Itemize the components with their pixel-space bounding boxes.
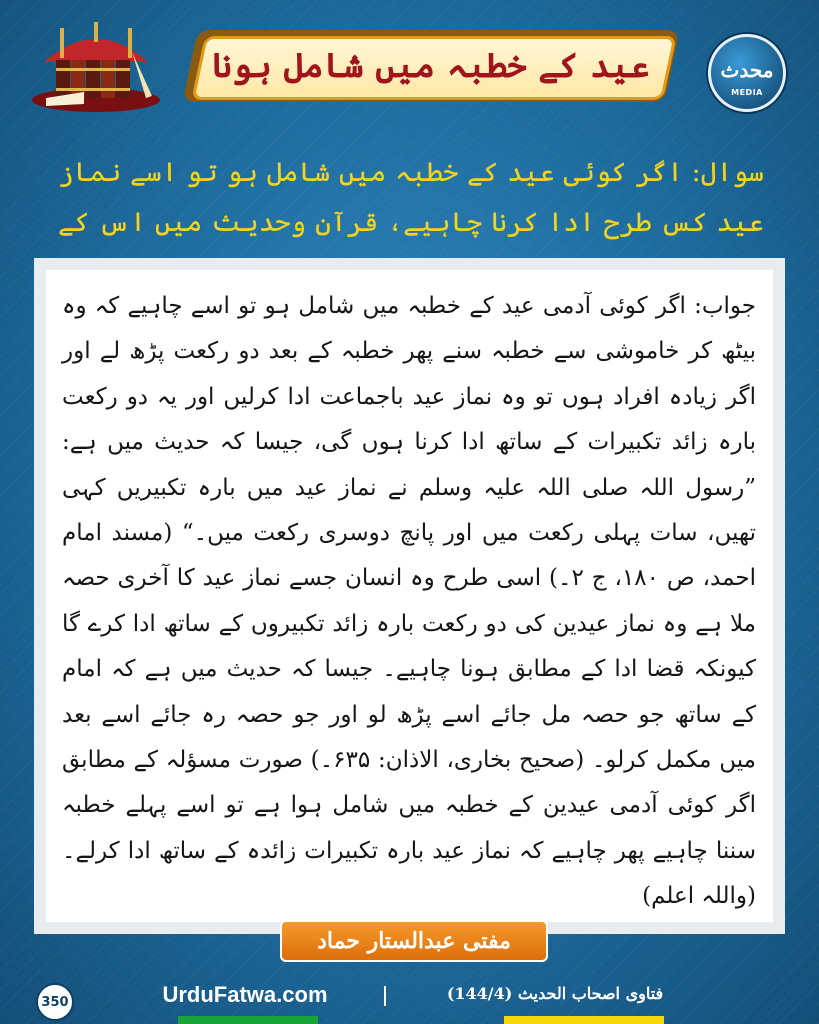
question-text: سوال: اگر کوئی عید کے خطبہ میں شامل ہو تو اسے نماز عید کس طرح ادا کرنا چاہیے، قرآن وحدیث میں اس کے [58,157,764,238]
books-decoration-icon [26,22,166,114]
answer-text: جواب: اگر کوئی آدمی عید کے خطبہ میں شامل ہو تو اسے چاہیے کہ وہ بیٹھ کر خاموشی سے خطبہ سنے پھر خطبہ کے بعد دو رکعت پڑھ لے اور اگر زیادہ افراد ہوں تو وہ نماز عید باجماعت ادا کرلیں اور یہ دو رکعت بارہ زائد تکبیرات کے ساتھ ادا کرنا ہوں گی، جیسا کہ حدیث میں ہے: ”رسول اللہ صلی اللہ علیہ وسلم نے نماز عید میں بارہ تکبیریں کہی تھیں، سات پہلی رکعت میں اور پانچ دوسری رکعت میں۔“ (مسند امام احمد، ص ۱۸۰، ج ۲۔) اسی طرح وہ انسان جسے نماز عید کا آخری حصہ ملا ہے وہ نماز عیدین کی دو رکعت بارہ زائد تکبیروں کے ساتھ ادا کرے گا کیونکہ قضا ادا کے مطابق ہونا چاہیے۔ جیسا کہ حدیث میں ہے کہ امام کے ساتھ جو حصہ مل جائے اسے پڑھ لو اور جو حصہ رہ جائے اسے بعد میں مکمل کرلو۔ (صحیح بخاری، الاذان: ۶۳۵۔) صورت مسؤلہ کے مطابق اگر کوئی آدمی عیدین کے خطبہ میں شامل ہوا ہے تو اسے پہلے خطبہ سننا چاہیے پھر چاہیے کہ نماز عید بارہ تکبیرات زائدہ کے ساتھ ادا کرلے۔ (واللہ اعلم) [62,293,757,910]
logo-script: محدث [720,58,774,82]
page-number-badge: 350 [36,983,74,1021]
mohaddis-media-logo [708,34,786,112]
logo-caption: MEDIA [731,88,763,97]
yellow-accent-bar [504,1016,664,1024]
source-reference: فتاوی اصحاب الحدیث (144/4) [446,984,664,1003]
site-link[interactable]: UrduFatwa.com [162,982,328,1007]
green-accent-bar [178,1016,318,1024]
footer-divider [384,986,386,1006]
page-title: عید کے خطبہ میں شامل ہونا [212,45,650,86]
mufti-name-ribbon: مفتی عبدالستار حماد [280,920,548,962]
